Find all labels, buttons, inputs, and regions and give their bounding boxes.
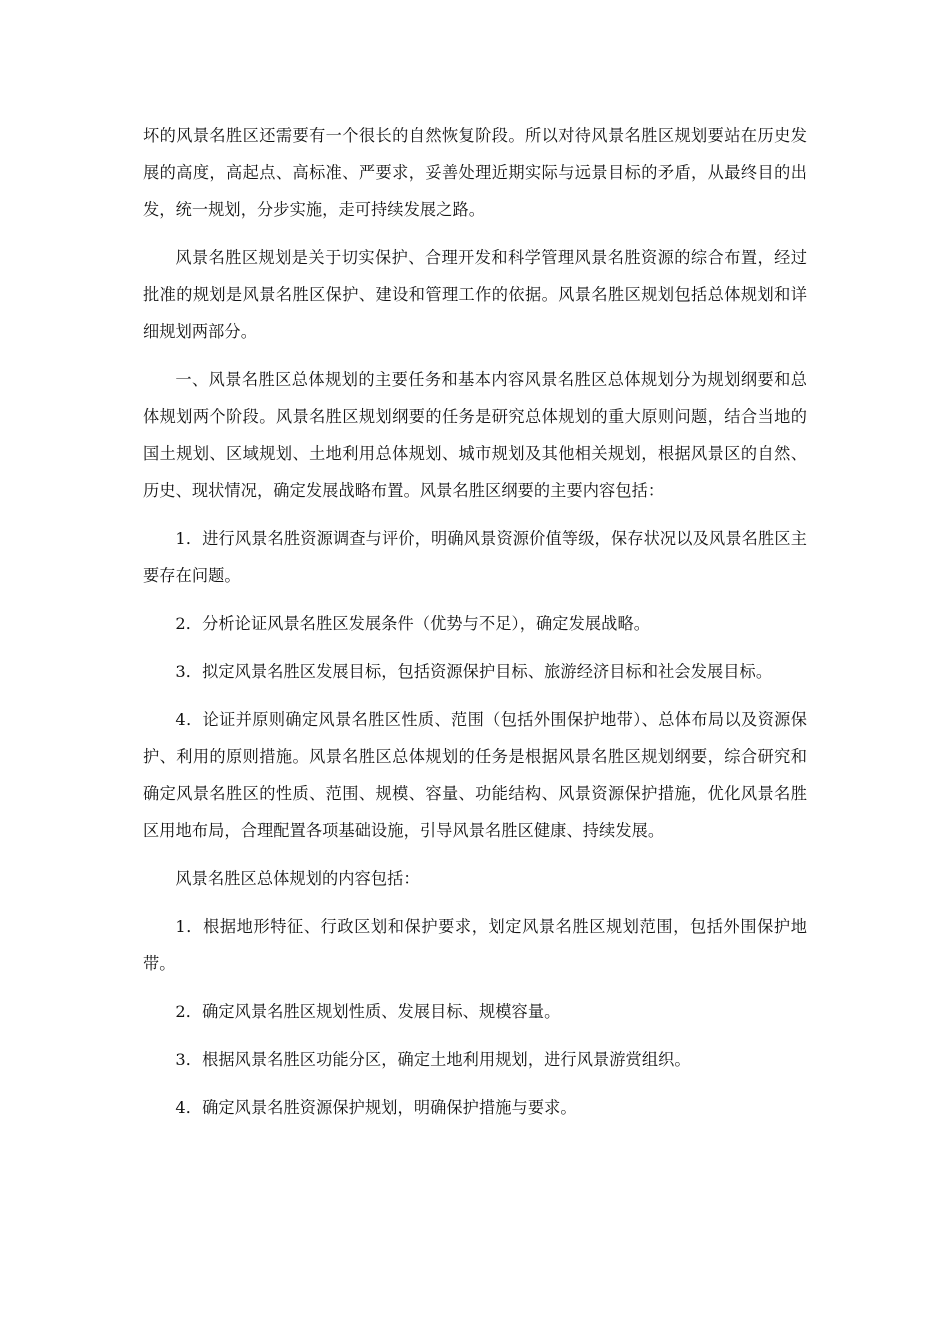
paragraph-master-plan-content-intro: 风景名胜区总体规划的内容包括： [175, 869, 420, 888]
content-item-1: 1．根据地形特征、行政区划和保护要求，划定风景名胜区规划范围，包括外围保护地带。 [143, 917, 807, 973]
content-item-3: 3．根据风景名胜区功能分区，确定土地利用规划，进行风景游赏组织。 [175, 1050, 691, 1069]
outline-item-1: 1．进行风景名胜资源调查与评价，明确风景资源价值等级，保存状况以及风景名胜区主要存在问题。 [143, 529, 807, 585]
outline-item-4: 4．论证并原则确定风景名胜区性质、范围（包括外围保护地带）、总体布局以及资源保护、利用的原则措施。风景名胜区总体规划的任务是根据风景名胜区规划纲要，综合研究和确定风景名胜区的性质、范围、规模、容量、功能结构、风景资源保护措施，优化风景名胜区用地布局，合理配置各项基础设施，引导风景名胜区健康、持续发展。 [143, 710, 807, 840]
content-item-2: 2．确定风景名胜区规划性质、发展目标、规模容量。 [175, 1002, 561, 1021]
outline-item-2: 2．分析论证风景名胜区发展条件（优势与不足），确定发展战略。 [175, 614, 651, 633]
paragraph-master-plan-tasks: 一、风景名胜区总体规划的主要任务和基本内容风景名胜区总体规划分为规划纲要和总体规划两个阶段。风景名胜区规划纲要的任务是研究总体规划的重大原则问题，结合当地的国土规划、区域规划、土地利用总体规划、城市规划及其他相关规划，根据风景区的自然、历史、现状情况，确定发展战略布置。风景名胜区纲要的主要内容包括： [143, 370, 807, 500]
paragraph-planning-overview: 风景名胜区规划是关于切实保护、合理开发和科学管理风景名胜资源的综合布置，经过批准的规划是风景名胜区保护、建设和管理工作的依据。风景名胜区规划包括总体规划和详细规划两部分。 [143, 248, 807, 341]
document-body [143, 117, 807, 1137]
paragraph-continuation: 坏的风景名胜区还需要有一个很长的自然恢复阶段。所以对待风景名胜区规划要站在历史发展的高度，高起点、高标准、严要求，妥善处理近期实际与远景目标的矛盾，从最终目的出发，统一规划，分步实施，走可持续发展之路。 [143, 126, 807, 219]
outline-item-3: 3．拟定风景名胜区发展目标，包括资源保护目标、旅游经济目标和社会发展目标。 [175, 662, 773, 681]
content-item-4: 4．确定风景名胜资源保护规划，明确保护措施与要求。 [175, 1098, 577, 1117]
